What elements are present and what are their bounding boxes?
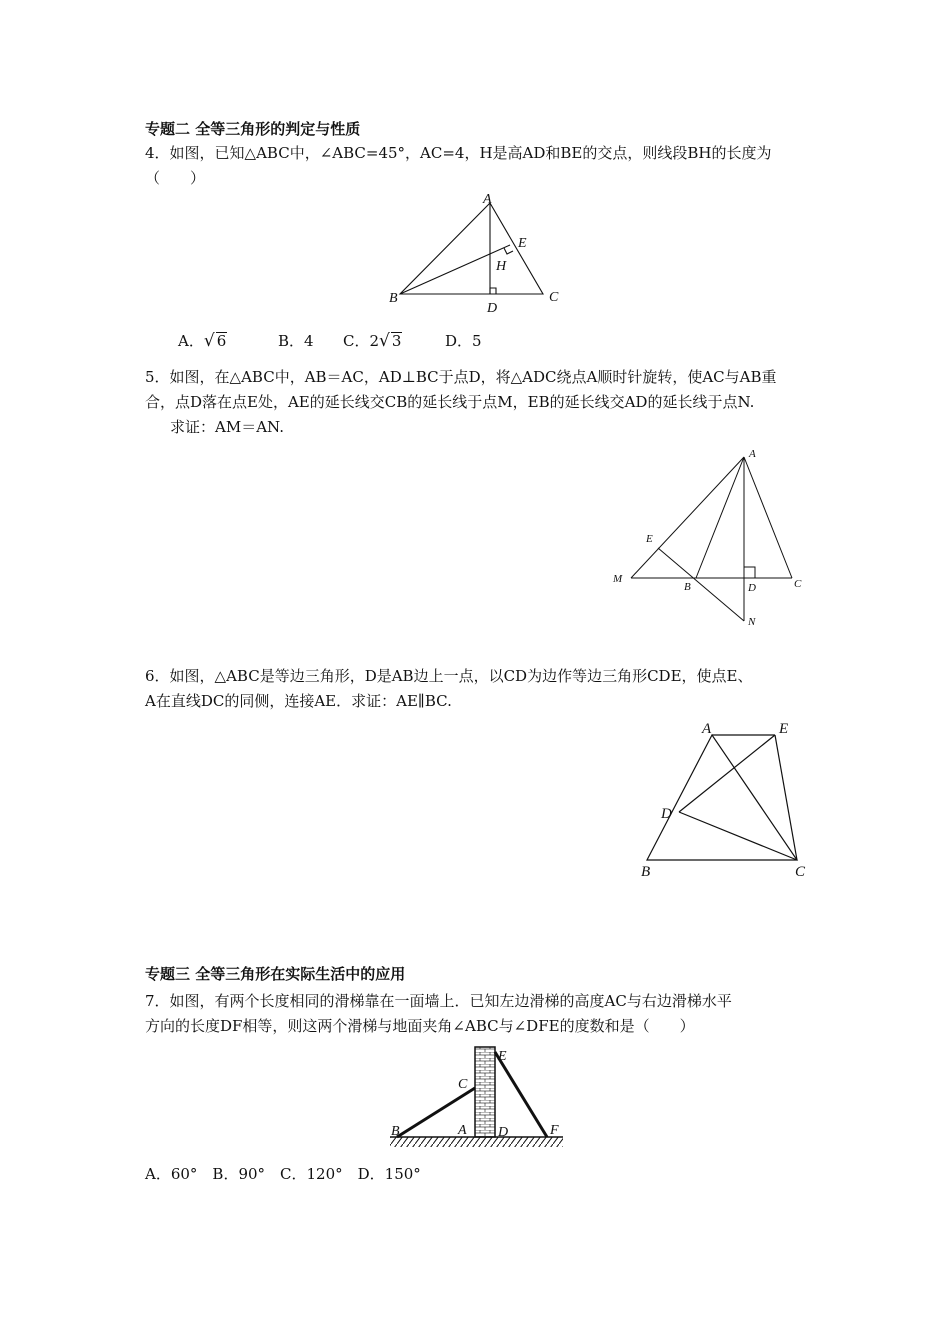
q7-text-line2: 方向的长度DF相等，则这两个滑梯与地面夹角∠ABC与∠DFE的度数和是（ ） — [145, 1017, 695, 1035]
q7-ground-hatch — [390, 1137, 563, 1147]
q5-text-line1: 5．如图，在△ABC中，AB＝AC，AD⊥BC于点D，将△ADC绕点A顺时针旋转，使AC与AB重 — [145, 368, 777, 386]
q6-label-d: D — [661, 806, 672, 822]
q7-label-c: C — [458, 1077, 468, 1092]
q4-label-e: E — [518, 236, 527, 251]
q4-option-a-radicand: 6 — [216, 332, 227, 350]
q7-label-f: F — [550, 1123, 559, 1138]
section2-title: 专题二 全等三角形的判定与性质 — [145, 120, 361, 138]
q4-label-d: D — [487, 301, 498, 316]
q5-label-e: E — [646, 533, 653, 545]
q4-option-b: B．4 — [278, 332, 314, 350]
q5-label-m: M — [613, 573, 623, 585]
section3-title: 专题三 全等三角形在实际生活中的应用 — [145, 965, 406, 983]
q4-label-b: B — [389, 291, 398, 306]
sqrt-icon: √ — [203, 331, 215, 351]
q6-text-line1: 6．如图，△ABC是等边三角形，D是AB边上一点，以CD为边作等边三角形CDE，使点E、 — [145, 667, 753, 685]
q6-label-a: A — [702, 721, 712, 737]
q5-text-line2: 合，点D落在点E处，AE的延长线交CB的延长线于点M，EB的延长线交AD的延长线于点N. — [145, 393, 755, 411]
q4-option-c-radicand: 3 — [391, 332, 402, 350]
q4-option-d: D．5 — [445, 332, 482, 350]
q4-label-c: C — [549, 290, 559, 305]
q5-label-b: B — [684, 581, 691, 593]
q4-label-h: H — [496, 259, 507, 274]
q5-label-n: N — [748, 616, 756, 628]
q7-label-d: D — [498, 1125, 509, 1140]
q7-label-b: B — [391, 1124, 400, 1139]
q4-option-c-label: C． — [343, 332, 370, 350]
q4-option-a-label: A． — [178, 332, 204, 350]
q7-options: A．60° B．90° C．120° D．150° — [145, 1165, 421, 1183]
q6-label-e: E — [779, 721, 789, 737]
q7-slide-figure — [385, 1040, 585, 1155]
q4-option-a — [178, 331, 227, 351]
q4-text-line2: （ ） — [145, 169, 206, 187]
q6-equilateral-figure — [635, 715, 835, 885]
q5-label-d: D — [748, 582, 756, 594]
q4-text-line1: 4．如图，已知△ABC中，∠ABC=45°，AC=4，H是高AD和BE的交点，则线段BH的长度为 — [145, 144, 772, 162]
q7-label-e: E — [498, 1049, 507, 1064]
q6-label-c: C — [795, 864, 806, 880]
q4-option-c-coef: 2 — [369, 332, 380, 350]
q6-text-line2: A在直线DC的同侧，连接AE．求证：AE∥BC. — [145, 692, 452, 710]
q5-text-line3: 求证：AM＝AN. — [170, 418, 284, 436]
q5-label-c: C — [794, 578, 802, 590]
q4-label-a: A — [483, 192, 492, 207]
q7-label-a: A — [458, 1123, 467, 1138]
q5-label-a: A — [749, 448, 756, 460]
q7-brick-wall — [475, 1047, 495, 1137]
q4-triangle-figure — [385, 190, 585, 320]
q4-option-c — [343, 331, 402, 351]
q7-text-line1: 7．如图，有两个长度相同的滑梯靠在一面墙上．已知左边滑梯的高度AC与右边滑梯水平 — [145, 992, 732, 1010]
q5-rotation-figure — [610, 445, 810, 635]
q6-label-b: B — [641, 864, 651, 880]
sqrt-icon: √ — [379, 331, 390, 351]
